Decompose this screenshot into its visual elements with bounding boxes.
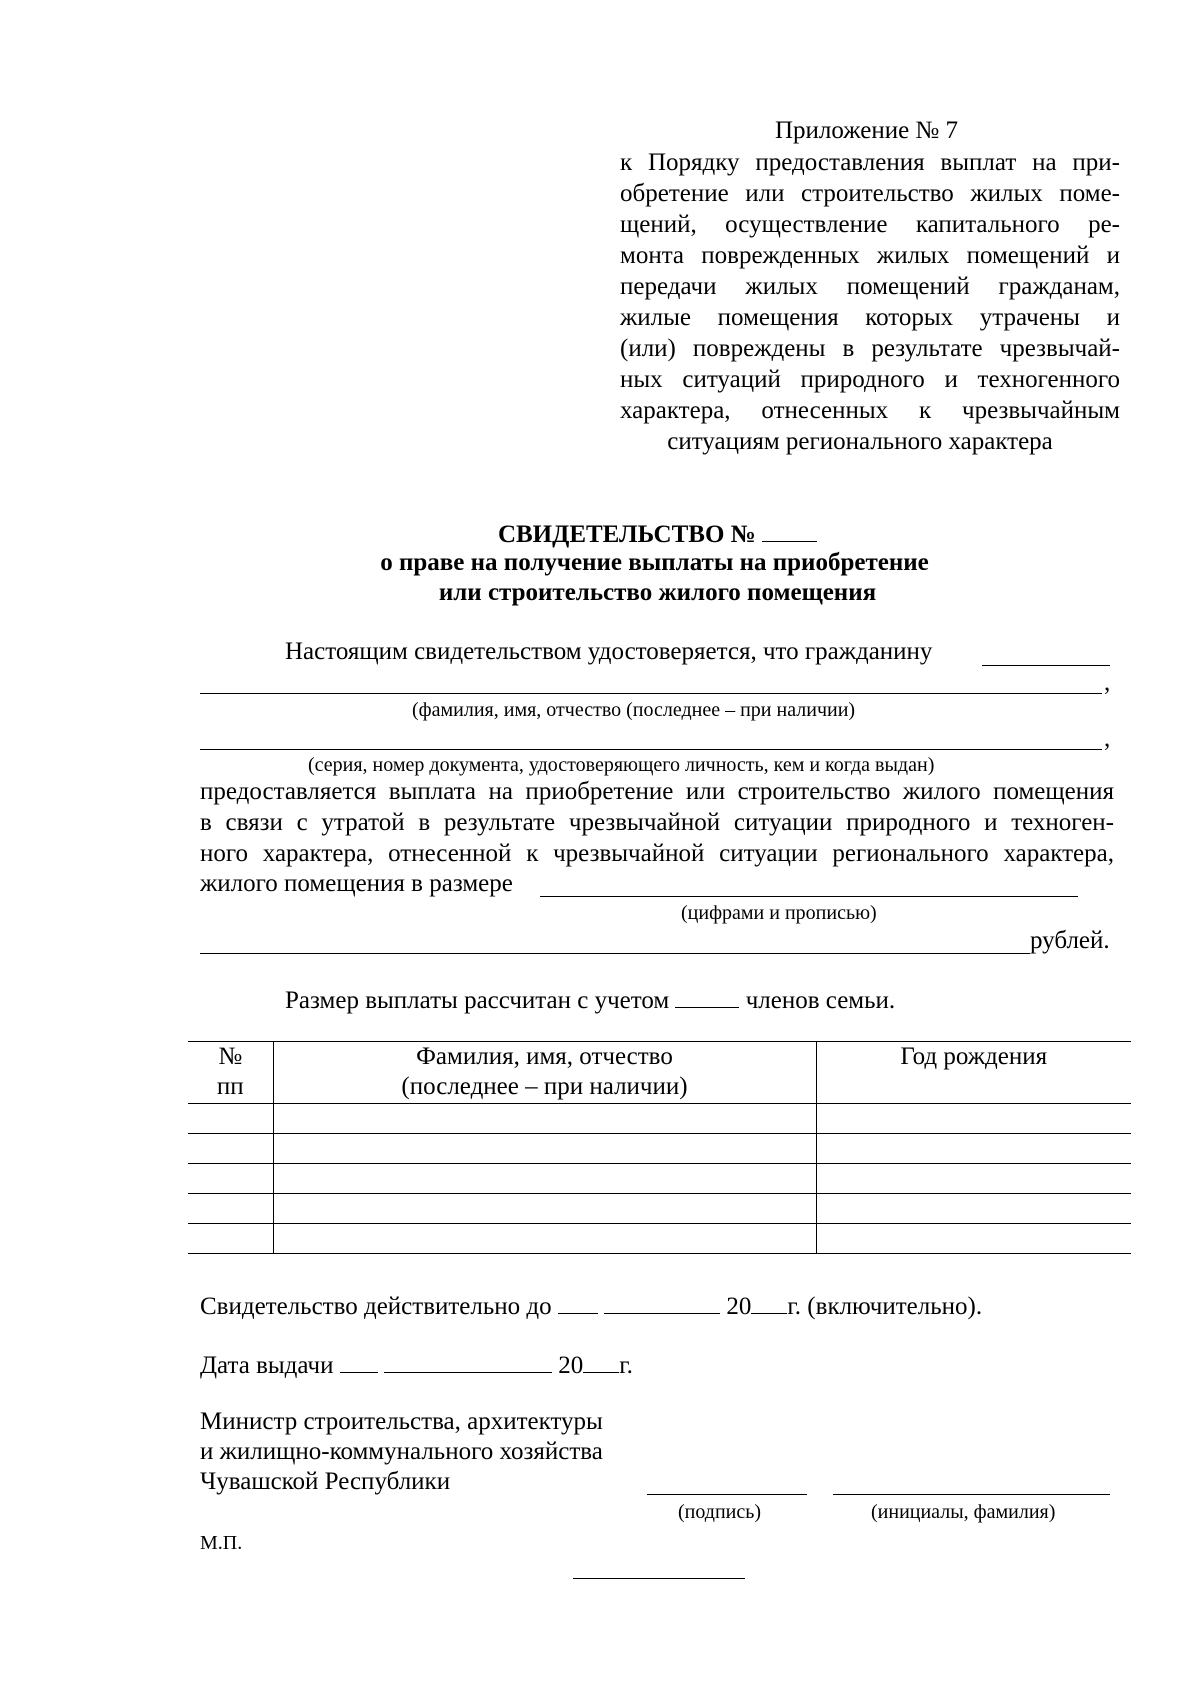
citizen-blank[interactable] — [982, 665, 1110, 666]
certificate-title-text: СВИДЕТЕЛЬСТВО № — [497, 521, 756, 548]
family-members-table — [188, 1041, 1131, 1254]
family-count-prefix: Размер выплаты рассчитан с учетом — [285, 987, 670, 1014]
appendix-line: обретение или строительство жилых поме- — [620, 180, 1120, 207]
certificate-subtitle-1: о праве на получение выплаты на приобретение — [380, 549, 929, 576]
issue-day-blank[interactable] — [340, 1348, 378, 1373]
issue-date-suffix: г. — [619, 1352, 633, 1379]
validity-day-blank[interactable] — [558, 1289, 598, 1314]
table-header-row — [188, 1042, 1131, 1104]
issue-date-line — [200, 1348, 633, 1381]
payment-paragraph-line: жилого помещения в размере — [200, 870, 513, 897]
signature-blank[interactable] — [647, 1494, 807, 1495]
issue-date-prefix: Дата выдачи — [200, 1352, 334, 1379]
payment-paragraph-line: ного характера, отнесенной к чрезвычайной ситуации регионального характера, — [200, 840, 1114, 867]
column-year-header — [816, 1042, 1131, 1104]
amount-blank[interactable] — [540, 896, 1078, 897]
cell-number[interactable] — [188, 1164, 273, 1194]
cell-name[interactable] — [273, 1164, 816, 1194]
cell-number[interactable] — [188, 1194, 273, 1224]
cell-year[interactable] — [816, 1194, 1131, 1224]
signatory-line: и жилищно-коммунального хозяйства — [200, 1438, 603, 1465]
closing-separator — [573, 1578, 745, 1579]
appendix-line: ситуациям регионального характера — [667, 428, 1053, 455]
cell-number[interactable] — [188, 1134, 273, 1164]
initials-blank[interactable] — [833, 1494, 1110, 1495]
column-number-label: № — [218, 1043, 243, 1070]
signatory-line: Министр строительства, архитектуры — [200, 1408, 603, 1435]
appendix-line: к Порядку предоставления выплат на при- — [620, 149, 1120, 176]
issue-year-blank[interactable] — [583, 1348, 619, 1373]
certificate-subtitle-2: или строительство жилого помещения — [438, 579, 877, 606]
appendix-line: характера, отнесенных к чрезвычайным — [620, 397, 1120, 424]
document-hint: (серия, номер документа, удостоверяющего личность, кем и когда выдан) — [308, 754, 935, 776]
cell-number[interactable] — [188, 1104, 273, 1134]
appendix-line: щений, осуществление капитального ре- — [620, 211, 1120, 238]
cell-name[interactable] — [273, 1134, 816, 1164]
payment-paragraph-line: в связи с утратой в результате чрезвычайной ситуации природного и техноген- — [200, 809, 1114, 836]
cell-year[interactable] — [816, 1134, 1131, 1164]
signature-hint: (подпись) — [678, 1501, 762, 1523]
validity-month-blank[interactable] — [604, 1289, 720, 1314]
family-count-suffix: членов семьи. — [745, 987, 896, 1014]
cell-name[interactable] — [273, 1104, 816, 1134]
validity-year-prefix: 20 — [726, 1293, 752, 1320]
certificate-title — [0, 517, 1200, 550]
family-count-blank[interactable] — [675, 983, 739, 1008]
issue-year-prefix: 20 — [558, 1352, 584, 1379]
appendix-text — [620, 147, 1120, 457]
appendix-line: монта поврежденных жилых помещений и — [620, 242, 1120, 269]
column-name-label: Фамилия, имя, отчество — [416, 1043, 673, 1070]
validity-suffix: г. (включительно). — [787, 1293, 983, 1320]
cell-year[interactable] — [816, 1164, 1131, 1194]
seal-label: М.П. — [200, 1532, 243, 1554]
issue-month-blank[interactable] — [384, 1348, 552, 1373]
cell-number[interactable] — [188, 1224, 273, 1254]
cell-year[interactable] — [816, 1104, 1131, 1134]
column-name-header — [273, 1042, 816, 1104]
table-row — [188, 1194, 1131, 1224]
column-number-sublabel: пп — [216, 1073, 244, 1100]
column-name-sublabel: (последнее – при наличии) — [401, 1073, 688, 1100]
name-line-comma: , — [1104, 669, 1111, 696]
certificate-number-blank[interactable] — [762, 517, 817, 542]
validity-prefix: Свидетельство действительно до — [200, 1293, 552, 1320]
cell-name[interactable] — [273, 1224, 816, 1254]
appendix-line: передачи жилых помещений гражданам, — [620, 273, 1120, 300]
initials-hint: (инициалы, фамилия) — [871, 1501, 1056, 1523]
payment-paragraph-line: предоставляется выплата на приобретение или строительство жилого помещения — [200, 778, 1114, 805]
column-year-label: Год рождения — [900, 1043, 1048, 1070]
cell-name[interactable] — [273, 1194, 816, 1224]
table-row — [188, 1134, 1131, 1164]
column-number-header — [188, 1042, 273, 1104]
table-row — [188, 1104, 1131, 1134]
intro-text: Настоящим свидетельством удостоверяется, что гражданину — [285, 638, 933, 665]
appendix-line: жилые помещения которых утрачены и — [620, 304, 1120, 331]
name-hint: (фамилия, имя, отчество (последнее – при наличии) — [412, 699, 856, 721]
amount-hint: (цифрами и прописью) — [681, 902, 877, 924]
cell-year[interactable] — [816, 1224, 1131, 1254]
appendix-title: Приложение № 7 — [775, 117, 959, 144]
table-row — [188, 1164, 1131, 1194]
signatory-line: Чувашской Республики — [200, 1468, 451, 1495]
table-row — [188, 1224, 1131, 1254]
appendix-line: ных ситуаций природного и техногенного — [620, 366, 1120, 393]
document-line-comma: , — [1104, 725, 1111, 752]
appendix-line: (или) повреждены в результате чрезвычай- — [620, 335, 1120, 362]
family-count-line — [285, 983, 895, 1016]
full-name-blank[interactable] — [200, 693, 1102, 694]
identity-document-blank[interactable] — [200, 749, 1102, 750]
validity-year-blank[interactable] — [751, 1289, 787, 1314]
currency-label: рублей. — [1030, 927, 1110, 954]
amount-words-blank[interactable] — [200, 953, 1030, 954]
validity-line — [200, 1289, 982, 1322]
